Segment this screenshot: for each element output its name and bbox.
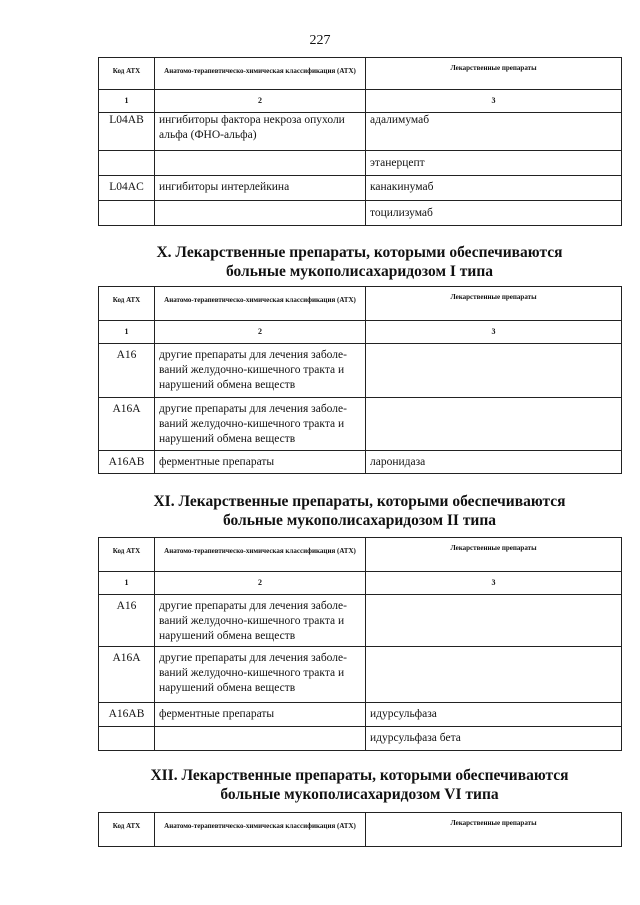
atx-code: A16A (99, 398, 155, 451)
atx-code: A16 (99, 595, 155, 647)
drug-name: идурсульфаза бета (366, 727, 622, 751)
drug-name (366, 344, 622, 398)
atx-code: L04AB (99, 113, 155, 151)
atx-code: A16AB (99, 451, 155, 474)
header-classification: Анатомо-терапевтическо-химическая классификация (АТХ) (155, 287, 366, 321)
table-row (99, 176, 622, 201)
table-header-row (99, 538, 622, 572)
table-row (99, 595, 622, 647)
header-classification: Анатомо-терапевтическо-химическая классификация (АТХ) (155, 538, 366, 572)
table-row (99, 398, 622, 451)
drug-name: адалимумаб (366, 113, 622, 151)
atx-classification (155, 151, 366, 176)
atx-classification: ферментные препараты (155, 703, 366, 727)
header-drugs: Лекарственные препараты (366, 58, 622, 90)
section-heading-line: XII. Лекарственные препараты, которыми обеспечиваются (150, 767, 569, 784)
table-row (99, 201, 622, 226)
atx-code (99, 151, 155, 176)
section-heading-line: больные мукополисахаридозом II типа (222, 512, 497, 529)
atx-code (99, 201, 155, 226)
table-number-row (99, 572, 622, 595)
header-code: Код АТХ (99, 58, 155, 90)
col-number: 2 (155, 321, 366, 344)
col-number: 3 (366, 321, 622, 344)
atx-classification: ингибиторы интерлейкина (155, 176, 366, 201)
section-heading-line: больные мукополисахаридозом I типа (225, 263, 494, 280)
atx-classification: другие препараты для лечения заболе- ваний желудочно-кишечного тракта и нарушений обмена веществ (155, 398, 366, 451)
drug-name (366, 647, 622, 703)
atx-table-4 (98, 812, 622, 847)
header-drugs: Лекарственные препараты (366, 287, 622, 321)
table-row (99, 113, 622, 151)
table-row (99, 451, 622, 474)
atx-classification: другие препараты для лечения заболе- ваний желудочно-кишечного тракта и нарушений обмена веществ (155, 344, 366, 398)
header-code: Код АТХ (99, 813, 155, 847)
atx-code: A16 (99, 344, 155, 398)
header-classification: Анатомо-терапевтическо-химическая классификация (АТХ) (155, 58, 366, 90)
atx-table-1 (98, 57, 622, 226)
page-number: 227 (309, 33, 331, 48)
atx-code (99, 727, 155, 751)
atx-classification: другие препараты для лечения заболе- ваний желудочно-кишечного тракта и нарушений обмена веществ (155, 595, 366, 647)
col-number: 3 (366, 90, 622, 113)
atx-classification (155, 201, 366, 226)
table-header-row (99, 58, 622, 90)
table-number-row (99, 321, 622, 344)
section-heading-line: X. Лекарственные препараты, которыми обеспечиваются (156, 244, 563, 261)
table-row (99, 151, 622, 176)
section-heading-line: больные мукополисахаридозом VI типа (220, 786, 499, 803)
section-heading-11 (98, 492, 621, 530)
atx-classification: ингибиторы фактора некроза опухоли альфа (ФНО-альфа) (155, 113, 366, 151)
section-heading-10 (98, 243, 621, 281)
atx-code: A16AB (99, 703, 155, 727)
col-number: 1 (99, 572, 155, 595)
table-header-row (99, 813, 622, 847)
atx-classification: ферментные препараты (155, 451, 366, 474)
col-number: 2 (155, 572, 366, 595)
table-row (99, 647, 622, 703)
col-number: 1 (99, 321, 155, 344)
table-row (99, 727, 622, 751)
col-number: 1 (99, 90, 155, 113)
header-drugs: Лекарственные препараты (366, 813, 622, 847)
col-number: 3 (366, 572, 622, 595)
atx-classification (155, 727, 366, 751)
drug-name (366, 398, 622, 451)
header-code: Код АТХ (99, 287, 155, 321)
drug-name: канакинумаб (366, 176, 622, 201)
table-row (99, 703, 622, 727)
drug-name: тоцилизумаб (366, 201, 622, 226)
atx-classification: другие препараты для лечения заболе- ваний желудочно-кишечного тракта и нарушений обмена веществ (155, 647, 366, 703)
drug-name: этанерцепт (366, 151, 622, 176)
table-number-row (99, 90, 622, 113)
header-code: Код АТХ (99, 538, 155, 572)
drug-name: идурсульфаза (366, 703, 622, 727)
atx-table-3 (98, 537, 622, 751)
section-heading-line: XI. Лекарственные препараты, которыми обеспечиваются (153, 493, 566, 510)
atx-code: L04AC (99, 176, 155, 201)
atx-table-2 (98, 286, 622, 474)
section-heading-12 (98, 766, 621, 804)
table-row (99, 344, 622, 398)
header-drugs: Лекарственные препараты (366, 538, 622, 572)
drug-name (366, 595, 622, 647)
drug-name: ларонидаза (366, 451, 622, 474)
table-header-row (99, 287, 622, 321)
atx-code: A16A (99, 647, 155, 703)
col-number: 2 (155, 90, 366, 113)
header-classification: Анатомо-терапевтическо-химическая классификация (АТХ) (155, 813, 366, 847)
